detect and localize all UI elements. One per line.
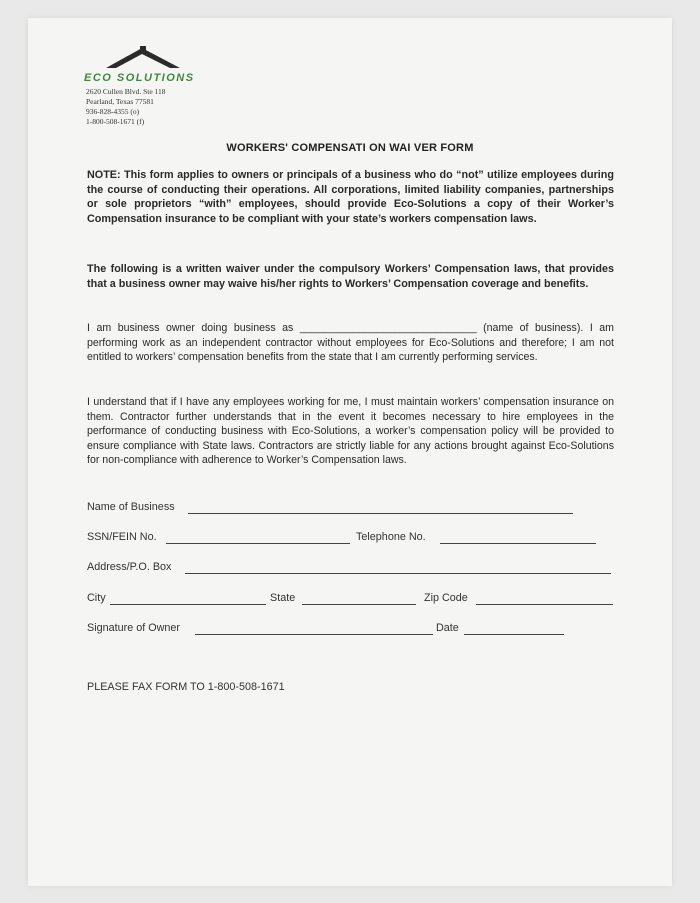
waiver-paragraph: The following is a written waiver under the compulsory Workers’ Compensation laws, that provides that a business owner may waive his/her rights to Workers’ Compensation coverage and benefits. [87,263,614,290]
name-of-business-field[interactable] [188,513,573,514]
city-field[interactable] [110,604,266,605]
note-paragraph: NOTE: This form applies to owners or principals of a business who do “not” utilize employees during the course of conducting their operations. All corporations, limited liability companies, partnerships or sole proprietors “with” employees, should provide Eco-Solutions a copy of their Worker’s Compensation insurance to be compliant with your state’s workers compensation laws. [87,169,614,226]
date-field[interactable] [464,634,564,635]
city-label: City [87,592,106,604]
state-field[interactable] [302,604,416,605]
name-of-business-label: Name of Business [87,501,175,513]
zip-code-label: Zip Code [424,592,468,604]
zip-code-field[interactable] [476,604,613,605]
company-address [86,87,166,127]
form-title: WORKERS' COMPENSATI ON WAI VER FORM [226,142,474,154]
signature-field[interactable] [195,634,433,635]
understand-paragraph: I understand that if I have any employees working for me, I must maintain workers’ compensation insurance on them. Contractor further understands that in the event it becomes necessary to hire employees in the performance of conducting business with Eco-Solutions, a worker’s compensation policy will be provided to ensure compliance with State laws. Contractors are strictly liable for any actions brought against Eco-Solutions for non-compliance with adherence to Worker’s Compensation laws. [87,396,614,467]
date-label: Date [436,622,459,634]
owner-paragraph: I am business owner doing business as ______________________________ (name of business). I am performing work as an independent contractor without employees for Eco-Solutions and therefore; I am not entitled to workers’ compensation benefits from the state that I am currently performing services. [87,322,614,364]
ssn-fein-field[interactable] [166,543,350,544]
address-line: 2620 Cullen Blvd. Ste 118 [86,87,166,96]
company-logo-text: ECO SOLUTIONS [84,72,195,84]
fax-instruction: PLEASE FAX FORM TO 1-800-508-1671 [87,681,285,693]
signature-label: Signature of Owner [87,622,181,634]
address-line: 1-800-508-1671 (f) [86,117,145,126]
address-line: 936-828-4355 (o) [86,107,140,116]
address-line: Pearland, Texas 77581 [86,97,154,106]
telephone-field[interactable] [440,543,596,544]
address-field[interactable] [185,573,611,574]
address-label: Address/P.O. Box [87,561,172,573]
telephone-label: Telephone No. [356,531,426,543]
state-label: State [270,592,296,604]
ssn-fein-label: SSN/FEIN No. [87,531,157,543]
